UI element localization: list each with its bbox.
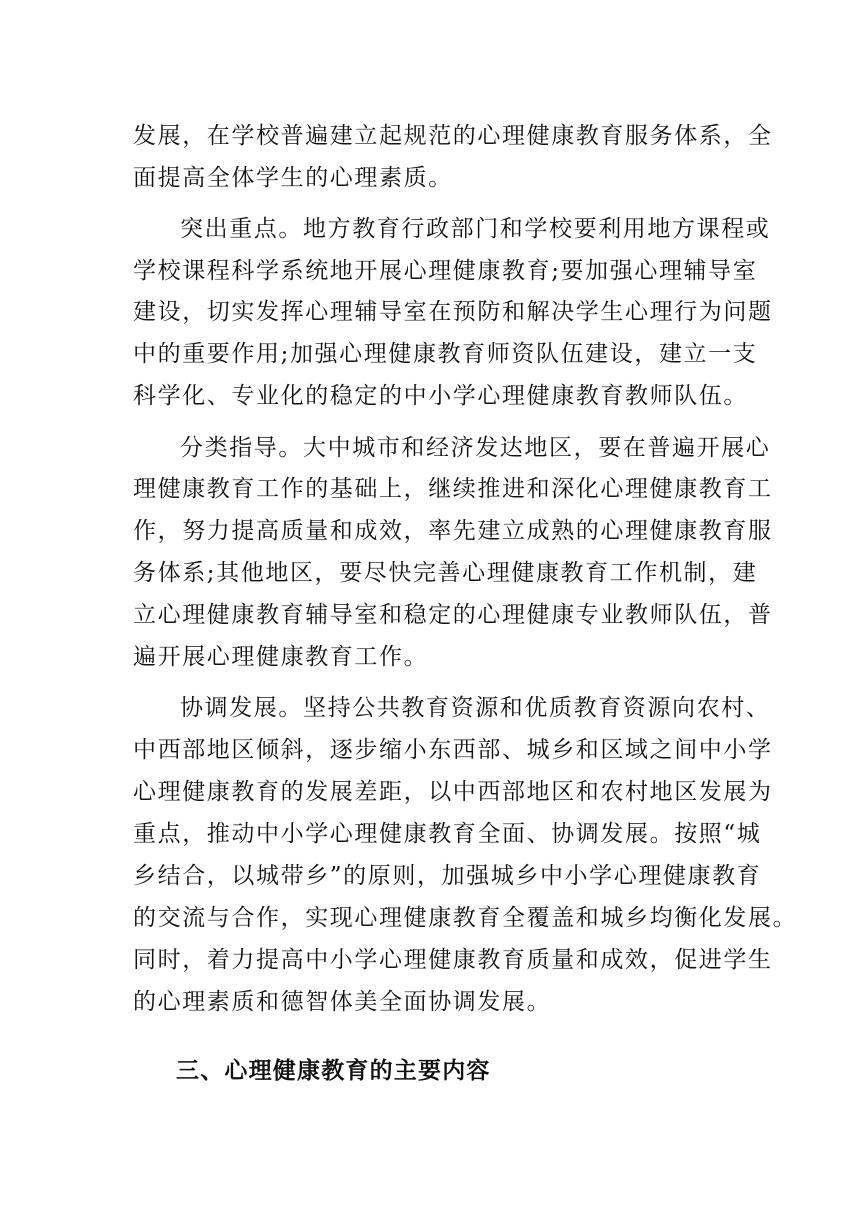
paragraph-line: 重点，推动中小学心理健康教育全面、协调发展。按照“城: [133, 821, 762, 847]
section-heading: 三、心理健康教育的主要内容: [176, 1058, 491, 1084]
paragraph-line: 科学化、专业化的稳定的中小学心理健康教育教师队伍。: [133, 383, 748, 409]
paragraph-line: 协调发展。坚持公共教育资源和优质教育资源向农村、: [180, 695, 771, 721]
paragraph-line: 理健康教育工作的基础上，继续推进和深化心理健康教育工: [133, 476, 773, 502]
paragraph-line: 乡结合，以城带乡”的原则，加强城乡中小学心理健康教育: [133, 863, 762, 889]
paragraph-line: 中西部地区倾斜，逐步缩小东西部、城乡和区域之间中小学: [133, 737, 773, 763]
paragraph-line: 同时，着力提高中小学心理健康教育质量和成效，促进学生: [133, 947, 773, 973]
paragraph-line: 学校课程科学系统地开展心理健康教育;要加强心理辅导室: [133, 258, 758, 284]
paragraph-line: 分类指导。大中城市和经济发达地区，要在普遍开展心: [180, 435, 771, 461]
paragraph-line: 务体系;其他地区，要尽快完善心理健康教育工作机制，建: [133, 560, 758, 586]
paragraph-line: 发展，在学校普遍建立起规范的心理健康教育服务体系，全: [133, 123, 773, 149]
paragraph-line: 中的重要作用;加强心理健康教育师资队伍建设，建立一支: [133, 341, 758, 367]
paragraph-line: 突出重点。地方教育行政部门和学校要利用地方课程或: [180, 216, 771, 242]
paragraph-line: 建设，切实发挥心理辅导室在预防和解决学生心理行为问题: [133, 299, 773, 325]
paragraph-line: 的心理素质和德智体美全面协调发展。: [133, 989, 552, 1015]
paragraph-line: 心理健康教育的发展差距，以中西部地区和农村地区发展为: [133, 779, 773, 805]
paragraph-line: 的交流与合作，实现心理健康教育全覆盖和城乡均衡化发展。: [133, 905, 798, 931]
paragraph-line: 面提高全体学生的心理素质。: [133, 165, 453, 191]
paragraph-line: 遍开展心理健康教育工作。: [133, 644, 429, 670]
paragraph-line: 立心理健康教育辅导室和稳定的心理健康专业教师队伍，普: [133, 602, 773, 628]
paragraph-line: 作，努力提高质量和成效，率先建立成熟的心理健康教育服: [133, 518, 773, 544]
